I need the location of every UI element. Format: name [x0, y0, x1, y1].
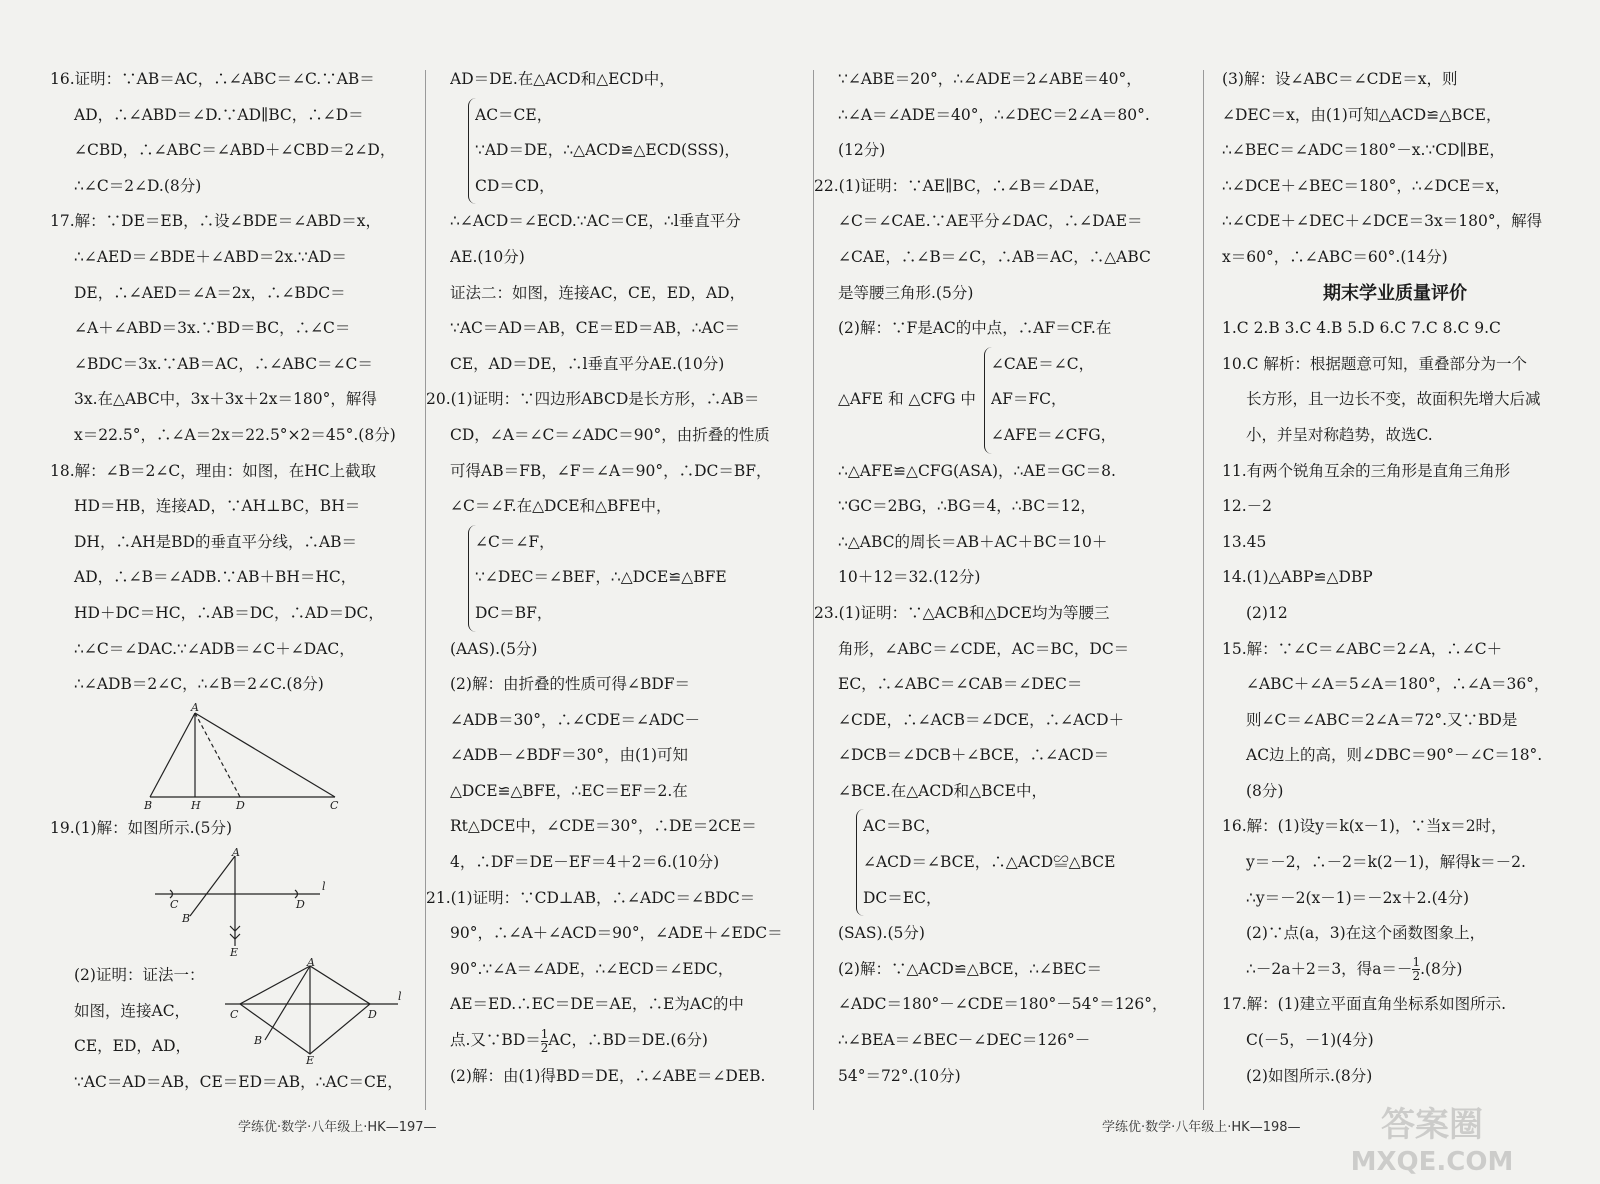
text-line: ∠ADB＝30°，∴∠CDE＝∠ADC－	[450, 710, 701, 729]
text-line: (2)解：∵F是AC的中点，∴AF＝CF.在	[838, 319, 1112, 338]
point-label: H	[191, 798, 201, 811]
equation-system	[984, 347, 1116, 454]
text-line: ∠BCE.在△ACD和△BCE中，	[838, 781, 1047, 800]
column-3	[814, 62, 1190, 1094]
text-line: 18.解：∠B＝2∠C，理由：如图，在HC上截取	[50, 461, 377, 480]
page-footer-left: 学练优·数学·八年级上·HK—197—	[238, 1120, 437, 1135]
text-line: (AAS).(5分)	[450, 639, 538, 658]
text-line: y＝－2，∴－2＝k(2－1)，解得k＝－2.	[1246, 853, 1526, 872]
text-line: △DCE≌△BFE，∴EC＝EF＝2.在	[450, 781, 688, 800]
text-line: (12分)	[838, 141, 886, 160]
text-line: 16.证明：∵AB＝AC，∴∠ABC＝∠C.∵AB＝	[50, 70, 375, 88]
point-label: E	[306, 1054, 315, 1065]
section-title: 期末学业质量评价	[1323, 282, 1467, 304]
text-line: (2)12	[1246, 603, 1288, 622]
text-line: (2)解：由(1)得BD＝DE，∴∠ABE＝∠DEB.	[450, 1066, 766, 1085]
rhombus-figure-19-2	[220, 958, 408, 1064]
text-fragment: AC，∴BD＝DE.(6分)	[548, 1031, 708, 1050]
text-line: 90°.∵∠A＝∠ADE，∴∠ECD＝∠EDC，	[450, 959, 734, 978]
text-fragment: 点.又∵BD＝	[450, 1031, 541, 1050]
fraction-numerator: 1	[1412, 955, 1421, 970]
text-line: 10＋12＝32.(12分)	[838, 568, 981, 587]
text-line: AC＝BC，	[863, 817, 941, 836]
point-label: B	[182, 912, 191, 926]
text-line: ∵AC＝AD＝AB，CE＝ED＝AB，∴AC＝	[450, 319, 741, 338]
text-line: ∵∠ABE＝20°，∴∠ADE＝2∠ABE＝40°，	[838, 70, 1142, 88]
text-line: ∠CAE，∴∠B＝∠C，∴AB＝AC，∴△ABC	[838, 247, 1151, 266]
text-line: (2)解：由折叠的性质可得∠BDF＝	[450, 675, 691, 694]
text-line: HD＋DC＝HC，∴AB＝DC，∴AD＝DC，	[74, 603, 384, 622]
equation-system	[468, 98, 798, 205]
text-line: DH，∴AH是BD的垂直平分线，∴AB＝	[74, 532, 358, 551]
text-line: AE＝ED.∴EC＝DE＝AE，∴E为AC的中	[450, 995, 744, 1014]
text-line: ∴△ABC的周长＝AB＋AC＋BC＝10＋	[838, 532, 1108, 551]
text-line	[450, 1023, 798, 1059]
proof-text	[50, 958, 220, 1065]
text-line: 54°＝72°.(10分)	[838, 1066, 961, 1085]
text-line: ∴△AFE≌△CFG(ASA)，∴AE＝GC＝8.	[838, 461, 1116, 480]
text-line: ∴∠BEC＝∠ADC＝180°－x.∵CD∥BE，	[1222, 141, 1505, 160]
text-line: 17.解：(1)建立平面直角坐标系如图所示.	[1222, 995, 1507, 1014]
fraction-numerator: 1	[540, 1026, 549, 1041]
text-line: ∴∠AED＝∠BDE＋∠ABD＝2x.∵AD＝	[74, 247, 347, 266]
text-line: 角形，∠ABC＝∠CDE，AC＝BC，DC＝	[838, 639, 1130, 658]
text-line: ∴∠ADB＝2∠C，∴∠B＝2∠C.(8分)	[74, 675, 324, 694]
text-line: 证法二：如图，连接AC，CE，ED，AD，	[450, 283, 746, 302]
point-label: D	[236, 798, 245, 811]
point-label: D	[368, 1008, 377, 1022]
text-line: 是等腰三角形.(5分)	[838, 283, 974, 302]
proof-block	[50, 958, 408, 1065]
watermark-logo	[1282, 1096, 1582, 1176]
text-line: (2)证明：证法一：	[74, 966, 205, 985]
text-line: 15.解：∵∠C＝∠ABC＝2∠A，∴∠C＋	[1222, 639, 1503, 658]
text-line: ∴y＝－2(x－1)＝－2x＋2.(4分)	[1246, 888, 1470, 907]
text-line: 22.(1)证明：∵AE∥BC，∴∠B＝∠DAE，	[814, 176, 1111, 195]
text-line: DC＝EC，	[863, 888, 942, 907]
text-line: ∠CAE＝∠C，	[990, 354, 1095, 373]
text-line: ∴∠BEA＝∠BEC－∠DEC＝126°－	[838, 1031, 1091, 1050]
watermark-url: MXQE.COM	[1350, 1147, 1514, 1176]
text-line: 长方形，且一边长不变，故面积先增大后减	[1246, 390, 1541, 409]
text-line: 3x.在△ABC中，3x＋3x＋2x＝180°，解得	[74, 390, 377, 409]
text-line: HD＝HB，连接AD，∵AH⊥BC，BH＝	[74, 497, 361, 516]
text-line: 13.45	[1222, 532, 1267, 551]
text-line: DE，∴∠AED＝∠A＝2x，∴∠BDC＝	[74, 283, 346, 302]
text-line: AD，∴∠B＝∠ADB.∵AB＋BH＝HC，	[74, 568, 357, 587]
text-line: ∵AC＝AD＝AB，CE＝ED＝AB，∴AC＝CE，	[74, 1073, 403, 1092]
text-line: (2)如图所示.(8分)	[1246, 1066, 1373, 1085]
text-line: AD，∴∠ABD＝∠D.∵AD∥BC，∴∠D＝	[74, 105, 364, 124]
text-line: ∴∠ACD＝∠ECD.∵AC＝CE，∴l垂直平分	[450, 212, 741, 231]
point-label: B	[144, 798, 153, 811]
text-line: 则∠C＝∠ABC＝2∠A＝72°.又∵BD是	[1246, 710, 1518, 729]
equation-system	[468, 525, 798, 632]
equation-row	[838, 347, 1190, 454]
text-line: (SAS).(5分)	[838, 924, 925, 943]
point-label: E	[230, 946, 239, 959]
point-label: A	[307, 958, 315, 970]
text-line: 可得AB＝FB，∠F＝∠A＝90°，∴DC＝BF，	[450, 461, 772, 480]
text-line: AE.(10分)	[450, 247, 525, 266]
text-line: ∴∠DCE＋∠BEC＝180°，∴∠DCE＝x，	[1222, 176, 1511, 195]
point-label: B	[254, 1034, 263, 1048]
text-line: CE，ED，AD，	[74, 1037, 192, 1056]
text-line: 1.C 2.B 3.C 4.B 5.D 6.C 7.C 8.C 9.C	[1222, 319, 1501, 338]
text-line: ∠C＝∠F，	[475, 532, 555, 551]
text-line: 11.有两个锐角互余的三角形是直角三角形	[1222, 461, 1511, 480]
point-label: A	[191, 702, 199, 714]
text-line: AD＝DE.在△ACD和△ECD中，	[450, 70, 675, 88]
point-label: C	[170, 898, 179, 912]
construction-figure-19-1	[50, 846, 408, 958]
text-line: (8分)	[1246, 781, 1284, 800]
watermark-text: 答案圈	[1381, 1105, 1483, 1145]
fraction-denominator: 2	[1412, 969, 1421, 984]
text-line: 19.(1)解：如图所示.(5分)	[50, 818, 232, 837]
text-line: ∠CDE，∴∠ACB＝∠DCE，∴∠ACD＋	[838, 710, 1125, 729]
point-label: C	[330, 798, 339, 811]
text-line: DC＝BF，	[475, 603, 553, 622]
text-line: (3)解：设∠ABC＝∠CDE＝x，则	[1222, 70, 1458, 88]
text-line: 16.解：(1)设y＝k(x－1)，∵当x＝2时，	[1222, 817, 1507, 836]
text-line: 10.C 解析：根据题意可知，重叠部分为一个	[1222, 354, 1527, 373]
text-line: AC边上的高，则∠DBC＝90°－∠C＝18°.	[1246, 746, 1543, 765]
point-label: l	[322, 880, 326, 894]
text-line: CD，∠A＝∠C＝∠ADC＝90°，由折叠的性质	[450, 425, 770, 444]
text-line: x＝60°，∴∠ABC＝60°.(14分)	[1222, 247, 1448, 266]
text-line	[1222, 952, 1568, 988]
text-line: C(－5，－1)(4分)	[1246, 1031, 1374, 1050]
text-line: EC，∴∠ABC＝∠CAB＝∠DEC＝	[838, 675, 1083, 694]
fraction-denominator: 2	[540, 1040, 549, 1055]
text-fragment: ∴－2a＋2＝3，得a＝－	[1246, 959, 1413, 978]
equation-system	[856, 809, 1190, 916]
text-line: 21.(1)证明：∵CD⊥AB，∴∠ADC＝∠BDC＝	[426, 888, 756, 907]
text-line: ∠DCB＝∠DCB＋∠BCE，∴∠ACD＝	[838, 746, 1110, 765]
page-footer-right: 学练优·数学·八年级上·HK—198—	[1102, 1120, 1301, 1135]
text-fragment: .(8分)	[1420, 959, 1463, 978]
text-line: 14.(1)△ABP≌△DBP	[1222, 568, 1373, 587]
text-line: x＝22.5°，∴∠A＝2x＝22.5°×2＝45°.(8分)	[74, 425, 396, 444]
text-line: ∠C＝∠F.在△DCE和△BFE中，	[450, 497, 672, 516]
column-divider	[813, 70, 814, 1110]
column-4	[1222, 62, 1568, 1094]
text-line: ∠ADB－∠BDF＝30°，由(1)可知	[450, 746, 688, 765]
point-label: D	[296, 898, 305, 912]
fraction	[1412, 956, 1420, 983]
text-line: ∠C＝∠CAE.∵AE平分∠DAC，∴∠DAE＝	[838, 212, 1143, 231]
column-divider	[425, 70, 426, 1110]
text-line: CD＝CD，	[475, 176, 555, 195]
text-line: ∴∠CDE＋∠DEC＋∠DCE＝3x＝180°，解得	[1222, 212, 1543, 231]
column-divider	[1203, 70, 1204, 1110]
text-line: (2)解：∵△ACD≌△BCE，∴∠BEC＝	[838, 959, 1103, 978]
text-line: AF＝FC，	[990, 390, 1067, 409]
text-line: 20.(1)证明：∵四边形ABCD是长方形，∴AB＝	[426, 390, 760, 409]
text-line: 小，并呈对称趋势，故选C.	[1246, 425, 1433, 444]
text-line: Rt△DCE中，∠CDE＝30°，∴DE＝2CE＝	[450, 817, 757, 836]
text-line: AC＝CE，	[475, 105, 553, 124]
text-line: ∠ABC＋∠A＝5∠A＝180°，∴∠A＝36°，	[1246, 675, 1550, 694]
text-line: ∠DEC＝x，由(1)可知△ACD≌△BCE，	[1222, 105, 1502, 124]
text-line: 如图，连接AC，	[74, 1001, 191, 1020]
text-line: ∠CBD，∴∠ABC＝∠ABD＋∠CBD＝2∠D，	[74, 141, 396, 160]
text-line: ∠A＋∠ABD＝3x.∵BD＝BC，∴∠C＝	[74, 319, 351, 338]
column-2	[426, 62, 798, 1094]
point-label: l	[398, 990, 402, 1004]
text-line: 23.(1)证明：∵△ACB和△DCE均为等腰三	[814, 603, 1110, 622]
text-line: ∴∠A＝∠ADE＝40°，∴∠DEC＝2∠A＝80°.	[838, 105, 1150, 124]
text-line: 17.解：∵DE＝EB，∴设∠BDE＝∠ABD＝x，	[50, 212, 381, 231]
text-fragment: △AFE 和 △CFG 中	[838, 390, 976, 409]
text-line: ∴∠C＝2∠D.(8分)	[74, 176, 202, 195]
text-line: ∠ACD＝∠BCE，∴△ACD≌△BCE	[863, 853, 1116, 872]
text-line: ∠BDC＝3x.∵AB＝AC，∴∠ABC＝∠C＝	[74, 354, 373, 373]
text-line: 12.－2	[1222, 497, 1273, 516]
text-line: ∠AFE＝∠CFG，	[990, 425, 1117, 444]
column-1	[50, 62, 408, 1101]
text-line: CE，AD＝DE，∴l垂直平分AE.(10分)	[450, 354, 725, 373]
text-line: 90°，∴∠A＋∠ACD＝90°，∠ADE＋∠EDC＝	[450, 924, 783, 943]
text-line: ∵∠DEC＝∠BEF，∴△DCE≌△BFE	[475, 568, 727, 587]
triangle-figure-18	[50, 703, 408, 811]
text-line: ∠ADC＝180°－∠CDE＝180°－54°＝126°，	[838, 995, 1168, 1014]
text-line: ∵GC＝2BG，∴BG＝4，∴BC＝12，	[838, 497, 1096, 516]
point-label: A	[232, 846, 240, 860]
text-line: 4，∴DF＝DE－EF＝4＋2＝6.(10分)	[450, 853, 720, 872]
text-line: (2)∵点(a，3)在这个函数图象上，	[1246, 924, 1486, 943]
point-label: C	[230, 1008, 239, 1022]
text-line: ∵AD＝DE，∴△ACD≌△ECD(SSS)，	[475, 141, 740, 160]
text-line: ∴∠C＝∠DAC.∵∠ADB＝∠C＋∠DAC，	[74, 639, 355, 658]
